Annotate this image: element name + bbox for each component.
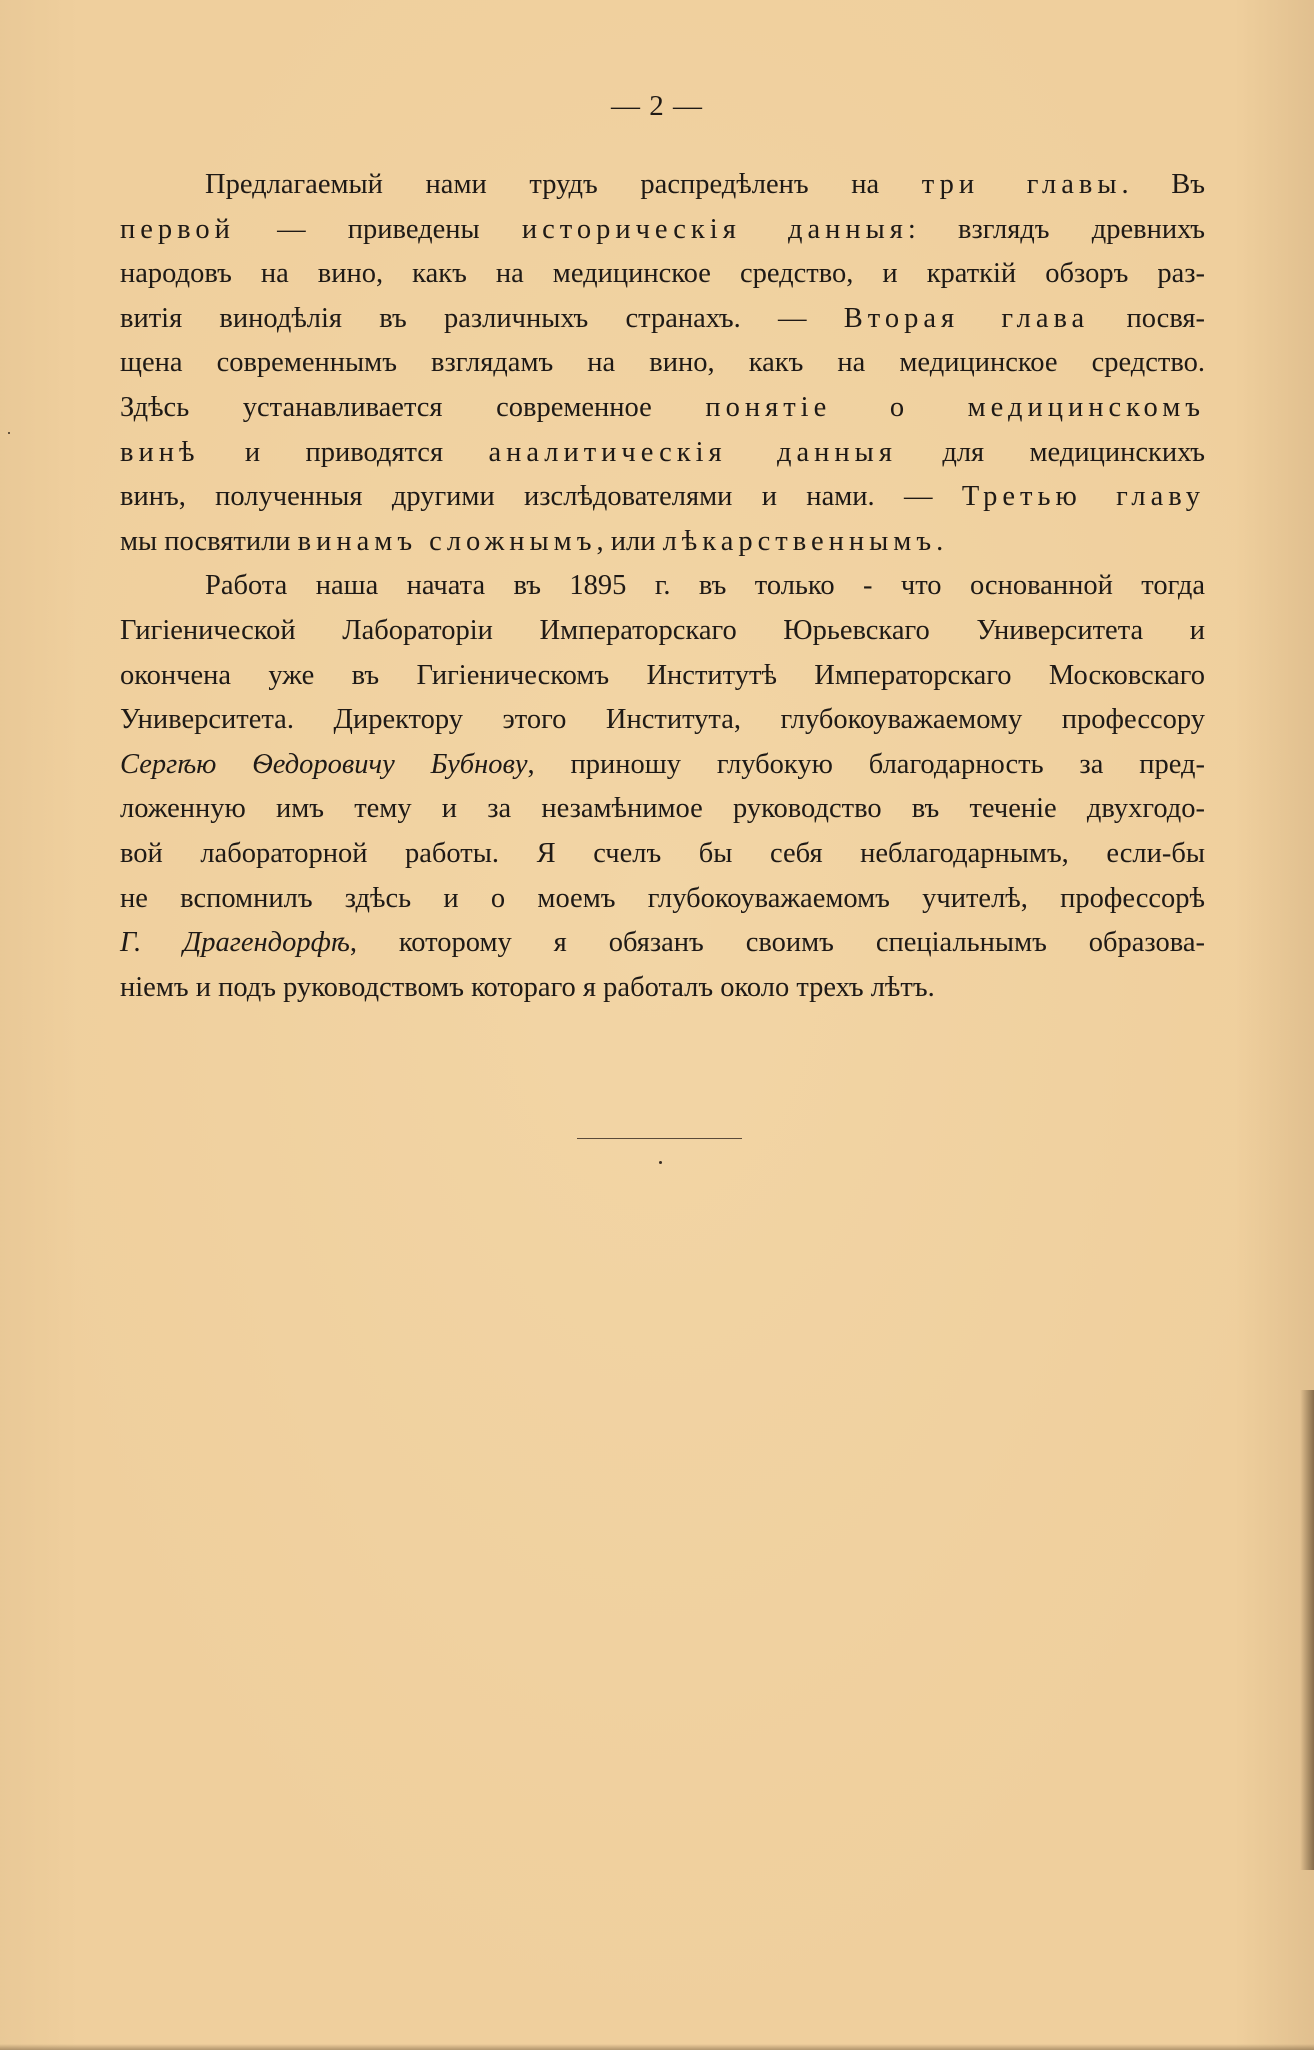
text-line [120, 163, 1205, 208]
spaced-emphasis: винѣ [120, 436, 200, 468]
text-run: вой лабораторной работы. Я счелъ бы себя неблагодарнымъ, если-бы [120, 837, 1205, 869]
text-line [120, 520, 1205, 565]
text-line [120, 208, 1205, 253]
text-run: ніемъ и подъ руководствомъ котораго я работалъ около трехъ лѣтъ. [120, 971, 935, 1003]
text-run: : взглядъ древнихъ [907, 213, 1205, 245]
text-line [120, 743, 1205, 788]
text-line [120, 341, 1205, 386]
text-run: народовъ на вино, какъ на медицинское средство, и краткій обзоръ раз- [120, 258, 1205, 290]
spaced-emphasis: аналитическія данныя [488, 436, 897, 468]
spaced-emphasis: лѣкарственнымъ [662, 525, 937, 557]
paragraph-acknowledgements [120, 564, 1205, 1010]
text-line [120, 787, 1205, 832]
text-run: для медицинскихъ [896, 436, 1205, 468]
text-line [120, 832, 1205, 877]
text-run: . Въ [1121, 169, 1206, 200]
text-run: мы посвятили [120, 525, 298, 557]
text-run: — приведены [234, 213, 522, 245]
text-run: винъ, полученныя другими изслѣдователями и нами. — [120, 481, 962, 513]
text-line [120, 386, 1205, 431]
text-line [120, 698, 1205, 743]
spaced-emphasis: винамъ сложнымъ [297, 525, 597, 557]
spaced-emphasis: Третью главу [961, 481, 1205, 513]
text-run: Предлагаемый нами трудъ распредѣленъ на [205, 169, 922, 200]
text-line [120, 475, 1205, 520]
section-divider-rule [577, 1138, 742, 1139]
text-run: и приводятся [199, 436, 489, 468]
body-text [120, 163, 1205, 1010]
text-run: , или [596, 525, 663, 557]
spaced-emphasis: понятіе о медицинскомъ [705, 391, 1205, 423]
page-number: — 2 — [611, 90, 703, 122]
text-line [120, 431, 1205, 476]
spaced-emphasis: историческія данныя [521, 213, 908, 245]
paper-speck [8, 432, 10, 434]
text-line [120, 877, 1205, 922]
text-line [120, 609, 1205, 654]
paragraph-structure-of-work [120, 163, 1205, 564]
text-line [120, 252, 1205, 297]
text-run: Гигіенической Лабораторіи Императорскаго Юрьевскаго Университета и [120, 614, 1205, 646]
text-run: ложенную имъ тему и за незамѣнимое руководство въ теченіе двухгодо- [120, 793, 1205, 825]
italic-name: Г. Драгендорфѣ [120, 927, 350, 959]
text-run: Университета. Директору этого Института, глубокоуважаемому профессору [120, 704, 1205, 736]
spaced-emphasis: Вторая глава [843, 302, 1090, 334]
text-line [120, 297, 1205, 342]
page-edge-shadow [1300, 1390, 1314, 1870]
text-run: , которому я обязанъ своимъ спеціальнымъ образова- [349, 927, 1205, 959]
text-run: . [936, 525, 944, 557]
italic-name: Сергѣю Ѳедоровичу Бубнову [120, 748, 528, 780]
spaced-emphasis: первой [120, 213, 235, 245]
text-run: , приношу глубокую благодарность за пред- [527, 748, 1205, 780]
text-run: Работа наша начата въ 1895 г. въ только - что основанной тогда [205, 570, 1205, 602]
text-line [120, 966, 1205, 1011]
text-line [120, 564, 1205, 609]
text-run: витія винодѣлія въ различныхъ странахъ. — [120, 302, 844, 334]
paper-speck [659, 1161, 662, 1164]
text-run: окончена уже въ Гигіеническомъ Институтѣ Императорскаго Московскаго [120, 659, 1205, 691]
text-line [120, 921, 1205, 966]
text-line [120, 654, 1205, 699]
text-run: не вспомнилъ здѣсь и о моемъ глубокоуважаемомъ учителѣ, профессорѣ [120, 882, 1205, 914]
text-run: посвя- [1089, 302, 1205, 334]
text-run: щена современнымъ взглядамъ на вино, какъ на медицинское средство. [120, 347, 1205, 379]
page-bottom-shadow [0, 2044, 1314, 2050]
spaced-emphasis: три главы [921, 169, 1122, 200]
text-run: Здѣсь устанавливается современное [120, 391, 706, 423]
